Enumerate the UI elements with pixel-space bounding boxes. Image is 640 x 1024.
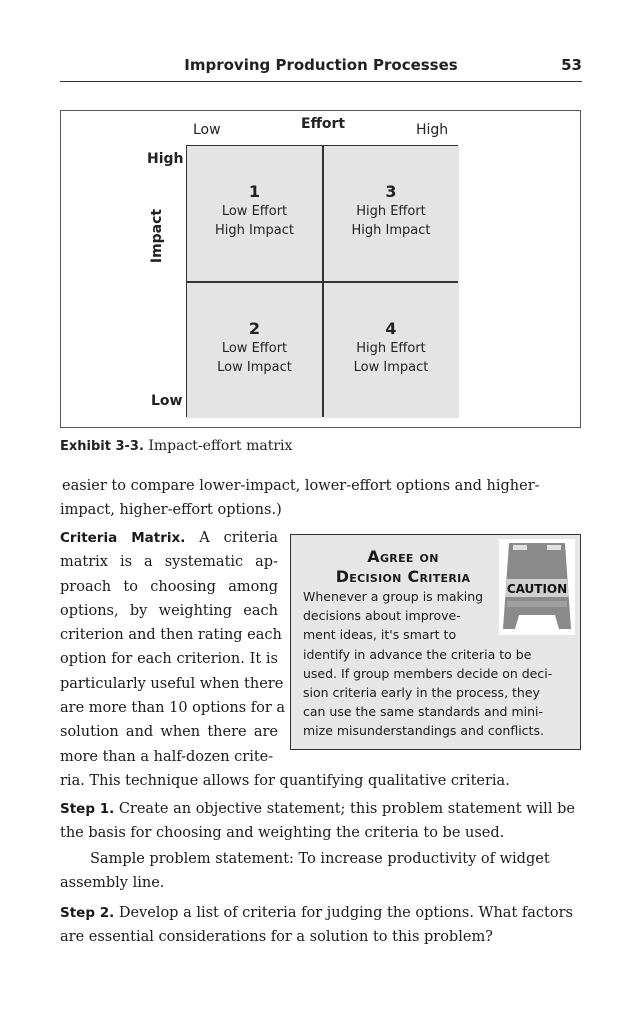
effort-low-label: Low [193, 122, 221, 138]
caution-line: can use the same standards and mini- [303, 704, 544, 720]
caution-body [303, 587, 573, 741]
matrix-grid [186, 145, 458, 417]
grid-divider-horizontal [187, 281, 457, 283]
caution-title [305, 547, 501, 587]
impact-high-label: High [147, 151, 184, 167]
quadrant-line: Low Impact [353, 359, 429, 375]
quadrant-line: Low Impact [217, 359, 292, 375]
caution-line: mize misunderstandings and conflicts. [303, 723, 544, 739]
quadrant-1 [187, 146, 322, 281]
caution-line: ment ideas, it's smart to [303, 627, 457, 643]
step-2-text: Develop a list of criteria for judging the options. What factors are essential considerations for a solution to this problem? [60, 905, 573, 945]
body-line: more than a half-dozen crite- [60, 748, 274, 765]
quadrant-line: High Effort [356, 340, 426, 356]
step-2-lead: Step 2. [60, 905, 115, 921]
caution-title-line: Decision Criteria [335, 567, 471, 586]
body-line: options, by weighting each [60, 602, 278, 619]
body-line: particularly useful when there [60, 675, 284, 692]
impact-effort-matrix [60, 110, 581, 428]
quadrant-4 [324, 283, 459, 418]
criteria-matrix-lead: Criteria Matrix. [60, 530, 186, 546]
step-1-text: Create an objective statement; this problem statement will be the basis for choosing and weighting the criteria to be used. [60, 801, 575, 841]
quadrant-line: High Impact [351, 223, 431, 238]
effort-high-label: High [416, 122, 449, 138]
step-1-paragraph [60, 797, 582, 845]
quadrant-line: Low Effort [221, 204, 288, 219]
caption-label: Exhibit 3-3. [60, 439, 144, 454]
effort-axis-title: Effort [301, 116, 346, 132]
quadrant-2 [187, 283, 322, 418]
body-line: criterion and then rating each [60, 627, 282, 644]
sample-statement: Sample problem statement: To increase productivity of widget assembly line. [60, 851, 550, 891]
caution-sign-label: CAUTION [506, 582, 568, 596]
running-header [60, 56, 582, 82]
chapter-title: Improving Production Processes [184, 56, 458, 74]
quadrant-number: 4 [385, 318, 397, 338]
criteria-matrix-continuation: ria. This technique allows for quantifying qualitative criteria. [60, 773, 510, 789]
impact-axis-title: Impact [149, 208, 165, 264]
caution-sidebar [290, 534, 581, 750]
quadrant-line: Low Effort [221, 340, 288, 356]
step-1-lead: Step 1. [60, 801, 115, 817]
quadrant-line: High Impact [215, 223, 294, 238]
caution-line: identify in advance the criteria to be [303, 646, 532, 662]
exhibit-caption [60, 438, 292, 454]
quadrant-number: 2 [248, 318, 261, 338]
body-line: matrix is a systematic ap- [60, 554, 278, 571]
page-number: 53 [561, 56, 582, 74]
caution-line: used. If group members decide on deci- [303, 665, 553, 681]
body-line [60, 526, 278, 550]
caption-text: Impact-effort matrix [143, 438, 293, 454]
caution-title-line: Agree on [367, 547, 439, 566]
step-2-paragraph [60, 901, 582, 949]
criteria-matrix-paragraph [60, 526, 286, 769]
body-line: option for each criterion. It is [60, 651, 278, 668]
caution-line: sion criteria early in the process, they [303, 685, 540, 701]
caution-line: decisions about improve- [303, 608, 461, 624]
quadrant-number: 3 [385, 182, 397, 201]
caution-line: Whenever a group is making [303, 589, 484, 604]
intro-paragraph: easier to compare lower-impact, lower-effort options and higher-impact, higher-effort options.) [60, 478, 540, 518]
quadrant-3 [324, 146, 459, 281]
quadrant-number: 1 [248, 182, 261, 201]
body-text: A criteria [199, 530, 278, 546]
body-line: solution and when there are [60, 724, 278, 741]
body-line: are more than 10 options for a [60, 700, 286, 717]
quadrant-line: High Effort [356, 204, 426, 219]
impact-low-label: Low [151, 393, 183, 409]
body-line: proach to choosing among [60, 578, 278, 595]
